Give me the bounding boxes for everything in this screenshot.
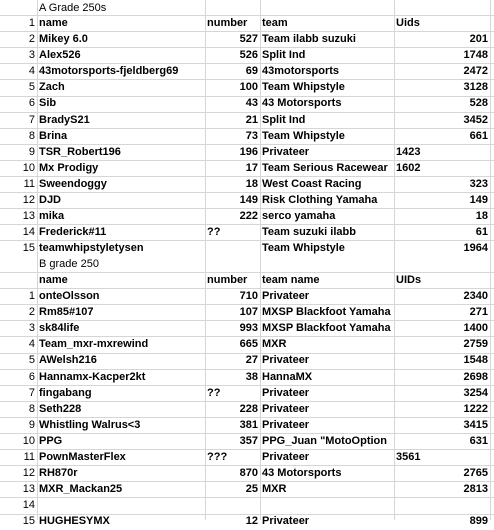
cell-team[interactable]: Privateer (262, 515, 310, 528)
gridline (0, 15, 494, 16)
row-number: 5 (28, 81, 35, 94)
cell-team[interactable]: Split Ind (262, 113, 306, 126)
cell-number[interactable] (205, 240, 260, 257)
row-number: 3 (28, 322, 35, 335)
cell-team[interactable]: 43motorsports (262, 65, 340, 78)
cell-number[interactable]: 665 (239, 338, 258, 351)
cell-uid[interactable]: 1423 (396, 145, 421, 158)
table-row (0, 369, 494, 386)
cell-number[interactable]: 222 (239, 210, 258, 223)
cell-uid[interactable]: 201 (469, 33, 488, 45)
row-number: 3 (28, 49, 35, 62)
gridline (0, 320, 494, 321)
row-number: 7 (28, 386, 35, 399)
cell-uid[interactable]: 3128 (463, 81, 488, 94)
cell-name[interactable] (37, 497, 205, 514)
table-row (0, 417, 494, 434)
gridline (0, 353, 494, 354)
gridline (0, 176, 494, 177)
cell-name[interactable]: PownMasterFlex (39, 451, 126, 463)
cell-name[interactable]: sk84life (39, 322, 80, 335)
row-number: 8 (28, 129, 35, 142)
table-row (0, 31, 494, 48)
cell-uid[interactable]: 1964 (463, 242, 488, 255)
cell-team[interactable]: HannaMX (262, 370, 313, 383)
cell-team[interactable]: Team Whipstyle (262, 129, 345, 142)
cell-number[interactable] (205, 497, 260, 514)
table-row (0, 95, 494, 112)
row-number: 13 (22, 483, 35, 496)
gridline (0, 481, 494, 482)
cell-team[interactable]: Privateer (262, 418, 310, 431)
cell-uid[interactable]: 323 (469, 177, 488, 190)
cell-name[interactable]: Team_mxr-mxrewind (39, 338, 149, 351)
cell-name[interactable]: teamwhipstyletysen (39, 242, 144, 255)
table-row (0, 128, 494, 145)
cell-number[interactable]: 18 (245, 177, 258, 190)
cell-uid[interactable]: 2813 (463, 483, 488, 496)
table-row (0, 385, 494, 402)
table-row (0, 144, 494, 161)
header-uids[interactable]: Uids (396, 17, 420, 29)
table-row (0, 449, 494, 466)
cell-number[interactable]: 381 (239, 418, 258, 431)
section-a-header-row (0, 15, 494, 32)
row-number: 14 (22, 499, 35, 512)
cell-name[interactable]: mika (39, 210, 65, 223)
gridline (490, 0, 491, 520)
gridline (0, 465, 494, 466)
gridline (0, 224, 494, 225)
cell-name[interactable]: Zach (39, 81, 65, 94)
cell-name[interactable]: Sib (39, 97, 57, 110)
table-row (0, 433, 494, 450)
cell-team[interactable]: Team ilabb suzuki (262, 33, 356, 45)
table-row (0, 192, 494, 209)
gridline (0, 128, 494, 129)
cell-uid[interactable]: 1400 (463, 322, 488, 335)
cell-name[interactable]: onteOlsson (39, 290, 100, 302)
cell-team[interactable]: MXSP Blackfoot Yamaha (262, 306, 391, 319)
gridline (0, 497, 494, 498)
row-number: 8 (28, 402, 35, 415)
cell-team[interactable]: Privateer (262, 354, 310, 367)
cell-team[interactable]: Privateer (262, 145, 310, 158)
cell-uid[interactable]: 2698 (463, 370, 488, 383)
cell-team[interactable]: MXR (262, 483, 287, 496)
table-row (0, 320, 494, 337)
row-number: 12 (22, 467, 35, 480)
gridline (0, 385, 494, 386)
cell-uid[interactable]: 2340 (463, 290, 488, 302)
cell-number[interactable]: ?? (207, 386, 221, 399)
gridline (0, 417, 494, 418)
table-row (0, 79, 494, 96)
cell-name[interactable]: Brina (39, 129, 68, 142)
header-uids[interactable]: UIDs (396, 274, 422, 286)
header-number[interactable]: number (207, 274, 248, 286)
row-number: 4 (28, 65, 35, 78)
cell-number[interactable]: 21 (245, 113, 258, 126)
header-number[interactable]: number (207, 17, 248, 29)
table-row (0, 481, 494, 498)
gridline (37, 0, 38, 520)
cell-number[interactable]: 710 (239, 290, 258, 302)
gridline (0, 449, 494, 450)
cell-uid[interactable]: 271 (469, 306, 488, 319)
cell-team[interactable]: West Coast Racing (262, 177, 362, 190)
cell-number[interactable]: 38 (245, 370, 258, 383)
cell-name[interactable]: Rm85#107 (39, 306, 94, 319)
cell-uid[interactable]: 3415 (463, 418, 488, 431)
cell-name[interactable]: Seth228 (39, 402, 82, 415)
cell-number[interactable]: 196 (239, 145, 258, 158)
cell-uid[interactable]: 18 (475, 210, 488, 223)
cell-team[interactable]: Privateer (262, 451, 310, 463)
gridline (0, 272, 494, 273)
gridline (0, 288, 494, 289)
cell-team[interactable]: 43 Motorsports (262, 97, 342, 110)
row-number: 15 (22, 515, 35, 528)
table-row (0, 224, 494, 241)
cell-uid[interactable] (394, 497, 490, 514)
cell-uid[interactable]: 631 (469, 434, 488, 447)
row-number: 6 (28, 370, 35, 383)
cell-number[interactable]: 993 (239, 322, 258, 335)
gridline (0, 240, 494, 241)
cell-team[interactable]: MXSP Blackfoot Yamaha (262, 322, 391, 335)
cell-number[interactable]: 526 (239, 49, 258, 62)
table-row (0, 336, 494, 353)
cell-number[interactable]: 228 (239, 402, 258, 415)
row-number: 11 (23, 177, 35, 190)
gridline (394, 0, 395, 520)
row-number: 11 (23, 451, 35, 463)
cell-number[interactable]: ?? (207, 226, 221, 239)
cell-number[interactable]: 527 (239, 33, 258, 45)
cell-number[interactable]: 17 (245, 161, 258, 174)
gridline (0, 160, 494, 161)
cell-uid[interactable]: 1602 (396, 161, 421, 174)
row-number: 6 (28, 97, 35, 110)
cell-uid[interactable]: 1748 (463, 49, 488, 62)
cell-team[interactable]: Privateer (262, 386, 310, 399)
cell-number[interactable]: 43 (245, 97, 258, 110)
cell-uid[interactable]: 3254 (463, 386, 488, 399)
cell-uid[interactable]: 661 (469, 129, 488, 142)
table-row (0, 497, 494, 514)
gridline (260, 0, 261, 520)
cell-team[interactable]: Team Whipstyle (262, 81, 345, 94)
header-team[interactable]: team (262, 17, 288, 29)
row-number: 1 (28, 290, 35, 302)
cell-name[interactable]: PPG (39, 434, 63, 447)
cell-number[interactable]: 12 (245, 515, 258, 528)
row-number: 4 (28, 338, 35, 351)
cell-name[interactable]: Frederick#11 (39, 226, 107, 239)
cell-name[interactable]: MXR_Mackan25 (39, 483, 123, 496)
row-number: 12 (22, 194, 35, 206)
gridline (0, 31, 494, 32)
gridline (0, 47, 494, 48)
table-row (0, 160, 494, 177)
cell-team[interactable]: Team Whipstyle (262, 242, 345, 255)
section-b-title-row (0, 256, 494, 273)
table-row (0, 176, 494, 193)
table-row (0, 208, 494, 225)
cell-name[interactable]: Mx Prodigy (39, 161, 99, 174)
section-a-title[interactable]: A Grade 250s (39, 2, 107, 14)
cell-number[interactable]: 69 (245, 65, 258, 78)
cell-team[interactable]: PPG_Juan "MotoOption (262, 434, 387, 447)
cell-name[interactable]: Whistling Walrus<3 (39, 418, 141, 431)
row-number: 2 (28, 306, 35, 319)
cell-number[interactable]: 27 (245, 354, 258, 367)
row-number: 10 (22, 434, 35, 447)
cell-team[interactable]: 43 Motorsports (262, 467, 342, 480)
cell-uid[interactable]: 61 (475, 226, 488, 239)
cell-name[interactable]: Sweendoggy (39, 177, 107, 190)
cell-name[interactable]: Alex526 (39, 49, 81, 62)
gridline (0, 369, 494, 370)
table-row (0, 465, 494, 482)
gridline (205, 0, 206, 520)
gridline (0, 304, 494, 305)
section-b-title[interactable]: B grade 250 (39, 258, 99, 270)
cell-name[interactable]: BradyS21 (39, 113, 90, 126)
cell-name[interactable]: Hannamx-Kacper2kt (39, 370, 146, 383)
cell-number[interactable]: 25 (245, 483, 258, 496)
cell-number[interactable]: 100 (239, 81, 258, 94)
row-number: 9 (28, 418, 35, 431)
row-number: 15 (22, 242, 35, 255)
cell-uid[interactable]: 528 (469, 97, 488, 110)
cell-uid[interactable]: 1222 (463, 402, 488, 415)
cell-name[interactable]: DJD (39, 194, 62, 206)
gridline (0, 433, 494, 434)
cell-uid[interactable]: 149 (469, 194, 488, 206)
cell-uid[interactable]: 899 (469, 515, 488, 528)
row-number: 1 (28, 17, 35, 29)
row-number: 13 (22, 210, 35, 223)
table-row (0, 304, 494, 321)
cell-name[interactable]: TSR_Robert196 (39, 145, 121, 158)
gridline (0, 336, 494, 337)
cell-uid[interactable]: 1548 (463, 354, 488, 367)
header-name[interactable]: name (39, 17, 68, 29)
section-b-header-row (0, 272, 494, 289)
cell-name[interactable]: Mikey 6.0 (39, 33, 88, 45)
gridline (0, 79, 494, 80)
table-row (0, 288, 494, 305)
cell-number[interactable]: ??? (207, 451, 228, 463)
row-number: 7 (28, 113, 35, 126)
table-row (0, 401, 494, 418)
row-number: 2 (28, 33, 35, 45)
cell-name[interactable]: fingabang (39, 386, 92, 399)
cell-team[interactable]: Team suzuki ilabb (262, 226, 356, 239)
cell-number[interactable]: 149 (239, 194, 258, 206)
cell-team[interactable]: Team Serious Racewear (262, 161, 388, 174)
cell-team[interactable]: Risk Clothing Yamaha (262, 194, 378, 206)
cell-number[interactable]: 870 (239, 467, 258, 480)
cell-number[interactable]: 357 (239, 434, 258, 447)
row-number: 9 (28, 145, 35, 158)
cell-team[interactable]: Privateer (262, 402, 310, 415)
gridline (0, 144, 494, 145)
cell-name[interactable]: HUGHESYMX (39, 515, 110, 528)
table-row (0, 112, 494, 129)
cell-number[interactable]: 73 (245, 129, 258, 142)
gridline (0, 96, 494, 97)
cell-team[interactable]: Split Ind (262, 49, 306, 62)
row-number: 5 (28, 354, 35, 367)
cell-team[interactable]: serco yamaha (262, 210, 336, 223)
cell-name[interactable]: 43motorsports-fjeldberg69 (39, 65, 179, 78)
table-row (0, 513, 494, 530)
cell-uid[interactable]: 3452 (463, 113, 488, 126)
cell-name[interactable]: AWelsh216 (39, 354, 97, 367)
header-team-name[interactable]: team name (262, 274, 320, 286)
gridline (0, 514, 494, 515)
cell-team[interactable]: MXR (262, 338, 287, 351)
gridline (0, 63, 494, 64)
row-number: 10 (22, 161, 35, 174)
cell-number[interactable]: 107 (239, 306, 258, 319)
table-row (0, 352, 494, 369)
cell-uid[interactable]: 2472 (463, 65, 488, 78)
row-number: 14 (22, 226, 35, 239)
gridline (0, 112, 494, 113)
table-row (0, 240, 494, 257)
header-name[interactable]: name (39, 274, 68, 286)
table-row (0, 63, 494, 80)
table-row (0, 47, 494, 64)
cell-name[interactable]: RH870r (39, 467, 78, 480)
row-number (0, 272, 37, 289)
gridline (0, 401, 494, 402)
cell-team[interactable]: Privateer (262, 290, 310, 302)
gridline (0, 208, 494, 209)
cell-team[interactable] (260, 497, 394, 514)
cell-uid[interactable]: 2765 (463, 467, 488, 480)
gridline (0, 192, 494, 193)
cell-uid[interactable]: 2759 (463, 338, 488, 351)
cell-uid[interactable]: 3561 (396, 451, 421, 463)
